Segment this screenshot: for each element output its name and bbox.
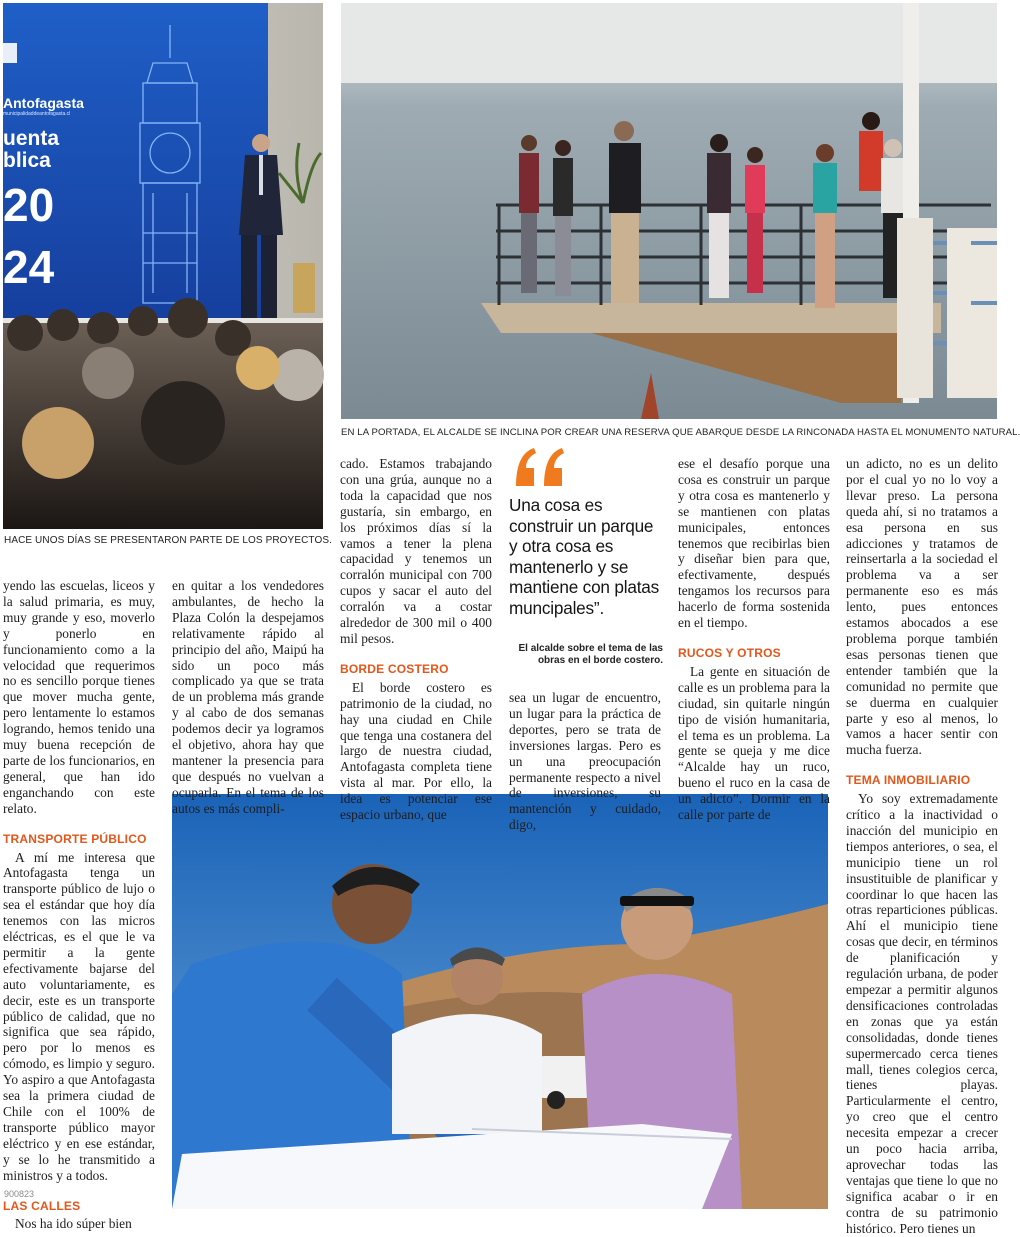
paragraph: sea un lugar de encuentro, un lugar para la práctica de deportes, pero se trata de inversiones largas. Pero es un una preocupación permanente respecto a nivel de inversiones, su mantención y cuidado, digo,: [509, 690, 661, 833]
screen-title-line2: blica: [3, 149, 51, 172]
photo-coastal-viewpoint: [341, 3, 997, 419]
paragraph: La gente en situación de calle es un problema para la ciudad, sin quitarle ningún tipo de visión humanitaria, el tema es un problema. La gente se queja y me dice “Alcalde hay un ruco, bueno el ruco en la casa de un adicto”. Dormir en la calle por parte de: [678, 663, 830, 823]
section-heading-calles: LAS CALLES: [3, 1198, 81, 1213]
screen-year-line1: 20: [3, 179, 55, 231]
viewpoint-photo-caption: EN LA PORTADA, EL ALCALDE SE INCLINA POR CREAR UNA RESERVA QUE ABARQUE DESDE LA RINCONADA HASTA EL MONUMENTO NATURAL.: [341, 427, 1020, 438]
photo-reviewing-plans: [172, 794, 828, 1209]
viewpoint-photo-illustration: [341, 3, 997, 419]
page-code: 900823: [4, 1189, 35, 1199]
section-heading-rucos: RUCOS Y OTROS: [678, 645, 781, 660]
paragraph: en quitar a los vendedores ambulantes, de hecho la Plaza Colón la despejamos relativamente rápido al principio del año, Maipú ha sido un poco más complicado ya que se trata de un problema más grande y al cabo de dos semanas podemos decir ya logramos el objetivo, ahora hay que mantener la presencia para que después no vuelvan a ocuparla. En el tema de los autos es más compli-: [172, 578, 324, 816]
screen-logo-subtitle: municipalidaddeantofagasta.cl: [3, 111, 71, 117]
screen-logo-text: Antofagasta: [3, 95, 84, 111]
article-column-3: [340, 456, 492, 823]
article-column-5: [678, 456, 830, 823]
plans-photo-illustration: [172, 794, 828, 1209]
section-heading-borde-costero: BORDE COSTERO: [340, 661, 449, 676]
paragraph: Yo soy extremadamente crítico a la inactividad o inacción del municipio en tiempos anteriores, o sea, el municipio tiene un rol insustituible de planificar y coordinar lo que hacen las otras reparticiones públicas. Ahí el municipio tiene cosas que decir, en términos de planificación y regulación urbana, de poder empezar a permitir algunos densificaciones controladas en zonas que ya están consolidadas, donde tienes supermercado cerca tienes mall, tienes colegios cerca, tienes playas. Particularmente el centro, yo creo que el centro necesita empezar a crecer un poco hacia arriba, aprovechar todas las ventajas que tiene lo que no significa acabar o ir en contra de su patrimonio histórico. Pero tienes un: [846, 791, 998, 1236]
article-column-6: [846, 456, 998, 1236]
article-column-1: [3, 578, 155, 1232]
photo-event-presentation: [3, 3, 323, 529]
pull-quote: Una cosa es construir un parque y otra cosa es mantenerlo y se mantiene con platas muncipales”.: [509, 495, 660, 618]
screen-year-line2: 24: [3, 241, 55, 293]
paragraph: Nos ha ido súper bien: [15, 1216, 132, 1232]
paragraph: un adicto, no es un delito por el cual yo no lo voy a llevar preso. La persona queda ahí, si no tratamos a esa persona en sus adicciones y tratamos de reinsertarla a la sociedad el problema va a ser permanente eso es más lento, pues entonces estamos abocados a ese problema porque también esas personas tienen que entender también que la comunidad no permite que se duerma en cualquier parte y eso al menos, lo vamos a hacer sentir con mucha fuerza.: [846, 456, 998, 758]
paragraph: cado. Estamos trabajando con una grúa, aunque no a toda la capacidad que nos gustaría, sin embargo, en los próximos días sí la vamos a tener la plena capacidad y tenemos un corralón municipal con 700 cupos y sacar el auto del corralón va a costar alrededor de 300 mil o 400 mil pesos.: [340, 456, 492, 646]
paragraph: El borde costero es patrimonio de la ciudad, no hay una ciudad en Chile que tenga una costanera del largo de nuestra ciudad, Antofagasta completa tiene vista al mar. Por ello, la idea es potenciar ese espacio urbano, que: [340, 679, 492, 823]
section-heading-transporte: TRANSPORTE PÚBLICO: [3, 831, 147, 846]
event-photo-caption: HACE UNOS DÍAS SE PRESENTARON PARTE DE LOS PROYECTOS.: [4, 535, 332, 546]
paragraph: yendo las escuelas, liceos y la salud primaria, es muy, muy grande y eso, moverlo y ponerlo en funcionamiento como a la velocidad que requerimos no es sencillo porque tienes que mover mucha gente, pero lentamente lo estamos logrando, hemos tenido una muy buena recepción de parte de los funcionarios, en general, que han ido enganchando con este relato.: [3, 578, 155, 816]
article-column-2: [172, 578, 324, 816]
speaker-figure: [239, 134, 283, 327]
paragraph: ese el desafío porque una cosa es construir un parque y otra cosa es mantenerlo y se mantienen con platas municipales, entonces tenemos que recibirlas bien y diseñar bien para que, efectivamente, después tengamos los recursos para hacerlo de forma sostenida en el tiempo.: [678, 456, 830, 631]
article-column-4: [509, 690, 661, 833]
paragraph: A mí me interesa que Antofagasta tenga un transporte público de lujo o sea el estándar que hoy día tenemos con las micros eléctricas, es el que le va permitir a la gente efectivamente bajarse del auto voluntariamente, es decir, este es un transporte público de calidad, que no significa que sea rápido, pero por lo menos es cómodo, es limpio y seguro. Yo aspiro a que Antofagasta sea la primera ciudad de Chile con el 100% de transporte público mayor eléctrico y en ese estándar, y se lo he transmitido a ministros y a todos.: [3, 849, 155, 1183]
quote-mark-icon: [514, 446, 566, 490]
section-heading-inmobiliario: TEMA INMOBILIARIO: [846, 773, 971, 788]
pull-quote-source: El alcalde sobre el tema de las obras en el borde costero.: [518, 643, 663, 666]
screen-title-line1: uenta: [3, 127, 60, 150]
